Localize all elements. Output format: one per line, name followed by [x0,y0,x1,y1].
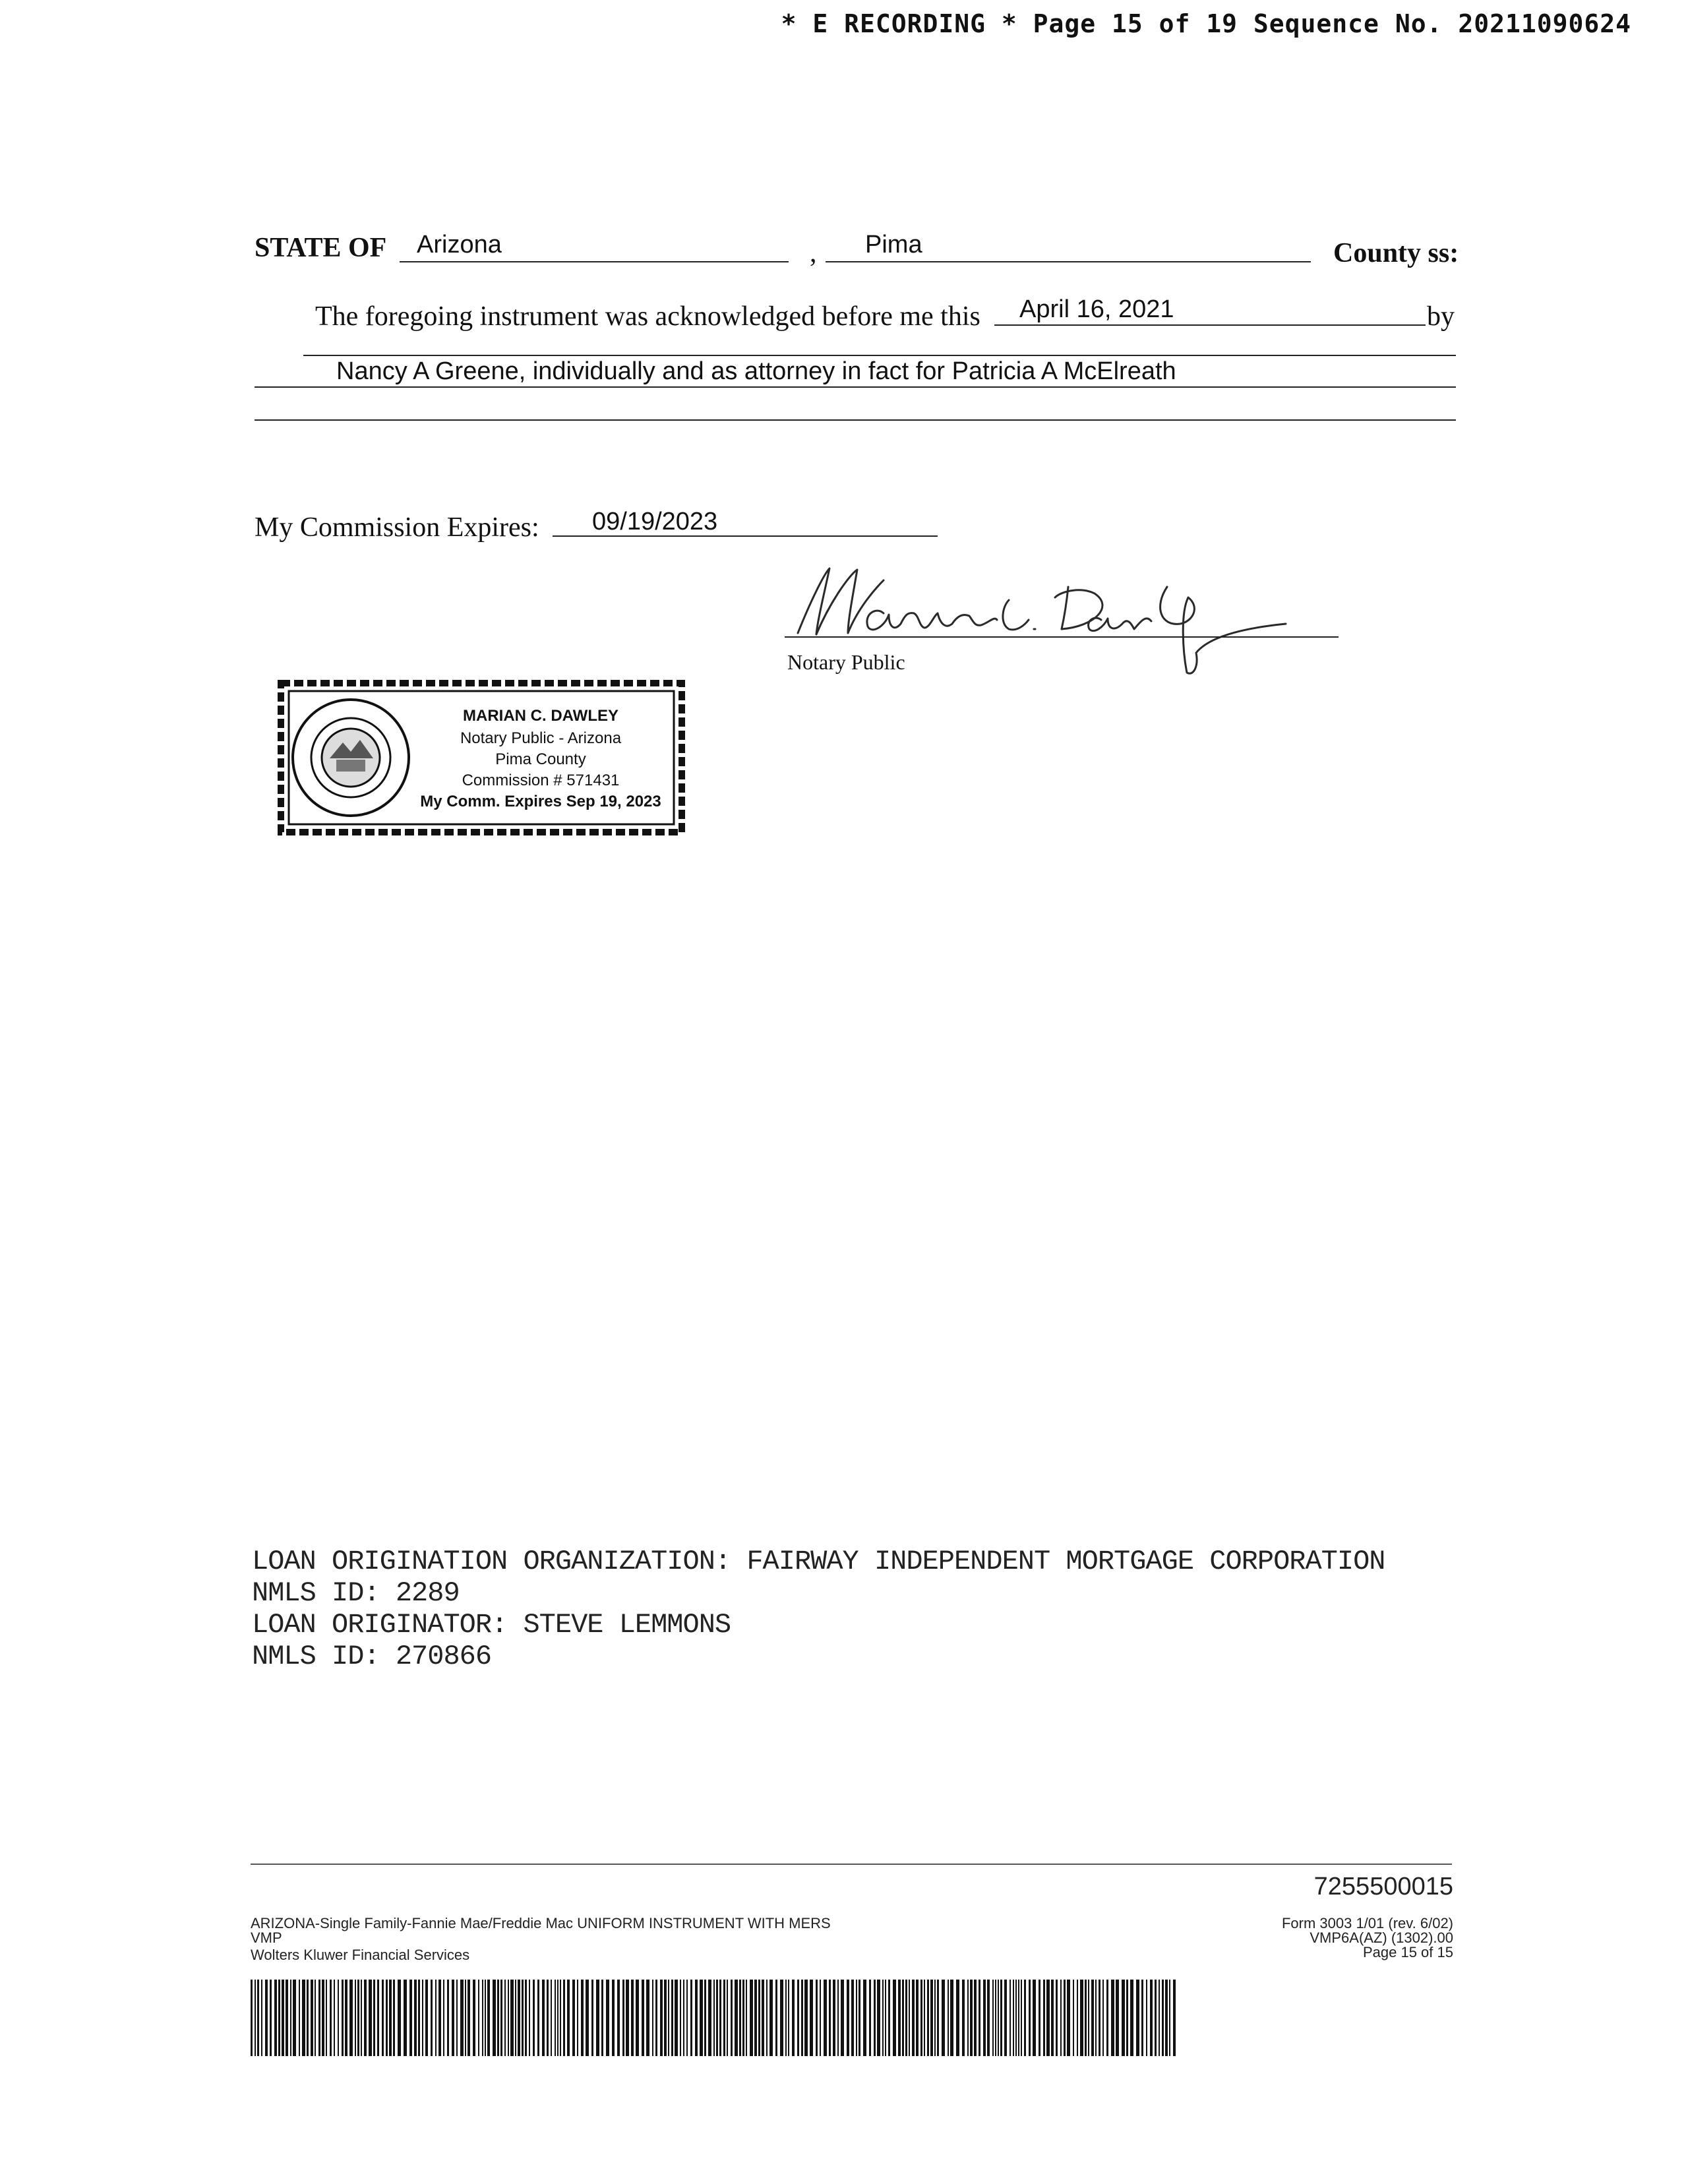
barcode-bar [898,1980,901,2056]
barcode-bar [261,1980,262,2056]
barcode-bar [557,1980,558,2056]
barcode-bar [695,1980,698,2056]
barcode-bar [642,1980,644,2056]
barcode-bar [278,1980,280,2056]
barcode-bar [792,1980,795,2056]
loan-number: 7255500015 [1313,1873,1453,1900]
barcode-bar [675,1980,678,2056]
barcode-bar [1146,1980,1147,2056]
barcode-bar [302,1980,305,2056]
barcode-bar [824,1980,827,2056]
barcode-bar [349,1980,353,2056]
barcode-bar [719,1980,721,2056]
commission-value: 09/19/2023 [592,508,718,535]
barcode-bar [1018,1980,1019,2056]
barcode-bar [612,1980,615,2056]
barcode-bar [537,1980,539,2056]
barcode-bar [686,1980,688,2056]
barcode-bar [1102,1980,1104,2056]
barcode-bar [510,1980,514,2056]
barcode-bar [671,1980,673,2056]
barcode-bar [885,1980,886,2056]
barcode-bar [690,1980,692,2056]
barcode-bar [529,1980,530,2056]
barcode-bar [1067,1980,1070,2056]
barcode-bar [1064,1980,1066,2056]
barcode-bar [515,1980,516,2056]
comma: , [810,238,817,268]
barcode-bar [837,1980,839,2056]
loan-originator: LOAN ORIGINATOR: STEVE LEMMONS [252,1609,731,1641]
footer-form-title: ARIZONA-Single Family-Fannie Mae/Freddie Mac UNIFORM INSTRUMENT WITH MERS [251,1915,831,1931]
barcode-bar [409,1980,412,2056]
barcode-bar [493,1980,496,2056]
barcode-bar [460,1980,464,2056]
barcode-bar [950,1980,953,2056]
barcode-bar [998,1980,999,2056]
barcode-bar [1010,1980,1011,2056]
barcode-bar [785,1980,787,2056]
barcode-bar [820,1980,821,2056]
barcode-bar [1169,1980,1170,2056]
barcode-bar [567,1980,570,2056]
barcode-bar [555,1980,556,2056]
barcode-bar [841,1980,844,2056]
barcode-bar [547,1980,549,2056]
barcode-bar [742,1980,744,2056]
barcode-bar [916,1980,919,2056]
barcode-bar [435,1980,437,2056]
barcode-bar [322,1980,324,2056]
barcode-bar [1029,1980,1031,2056]
barcode-bar [888,1980,890,2056]
commission-label: My Commission Expires: [255,512,539,543]
barcode-bar [1111,1980,1114,2056]
barcode-bar [1155,1980,1157,2056]
barcode-bar [265,1980,268,2056]
barcode-bar [983,1980,986,2056]
barcode-bar [735,1980,738,2056]
barcode-bar [631,1980,634,2056]
barcode-bar [1150,1980,1153,2056]
barcode-bar [1095,1980,1097,2056]
barcode-bar [1162,1980,1164,2056]
barcode-bar [1013,1980,1014,2056]
barcode-bar [286,1980,288,2056]
barcode-bar [1122,1980,1125,2056]
barcode-bar [311,1980,313,2056]
barcode-bar [668,1980,669,2056]
stamp-name: MARIAN C. DAWLEY [463,707,618,725]
barcode-bar [497,1980,499,2056]
barcode-bar [522,1980,524,2056]
barcode-bar [525,1980,527,2056]
barcode-bar [307,1980,309,2056]
barcode-bar [1051,1980,1054,2056]
barcode-bar [713,1980,715,2056]
barcode-bar [1077,1980,1078,2056]
barcode-bar [338,1980,339,2056]
barcode-bar [373,1980,375,2056]
barcode-bar [829,1980,831,2056]
barcode-bar [377,1980,379,2056]
barcode-bar [1136,1980,1139,2056]
barcode-bar [974,1980,977,2056]
barcode-bar [1073,1980,1074,2056]
barcode-bar [723,1980,725,2056]
barcode-bar [833,1980,835,2056]
barcode-bar [533,1980,535,2056]
barcode-bar [927,1980,929,2056]
barcode-bar [551,1980,552,2056]
barcode-bar [680,1980,681,2056]
barcode-bar [967,1980,969,2056]
barcode-bar [586,1980,589,2056]
barcode-bar [601,1980,603,2056]
barcode-bar [1043,1980,1045,2056]
barcode-bar [893,1980,896,2056]
barcode-bar [326,1980,327,2056]
barcode-bar [622,1980,624,2056]
barcode-bar [912,1980,915,2056]
date-line [994,324,1426,326]
barcode-bar [404,1980,407,2056]
barcode-bar [487,1980,490,2056]
barcode-bar [788,1980,789,2056]
footer-vmp: VMP [251,1929,282,1946]
stamp-expires-line: My Comm. Expires Sep 19, 2023 [420,793,661,810]
barcode-bar [1130,1980,1133,2056]
barcode-bar [750,1980,753,2056]
barcode-bar [797,1980,799,2056]
barcode-bar [859,1980,860,2056]
barcode-bar [905,1980,907,2056]
barcode-bar [810,1980,813,2056]
barcode-bar [727,1980,728,2056]
barcode-bar [1039,1980,1040,2056]
barcode-bar [847,1980,849,2056]
state-of-label: STATE OF [255,233,387,263]
footer-page-number: Page 15 of 15 [1362,1944,1453,1960]
barcode-bar [389,1980,392,2056]
barcode-bar [473,1980,475,2056]
barcode-bar [1106,1980,1108,2056]
org-nmls-id: NMLS ID: 2289 [252,1577,460,1609]
footer-publisher: Wolters Kluwer Financial Services [251,1947,470,1963]
barcode-bar [485,1980,486,2056]
barcode-bar [636,1980,639,2056]
barcode-bar [581,1980,584,2056]
signer-line [255,386,1456,388]
barcode-bar [882,1980,884,2056]
blank-line [255,419,1456,421]
barcode-bar [1088,1980,1089,2056]
barcode-bar [1000,1980,1002,2056]
barcode-bar [652,1980,653,2056]
barcode-bar [290,1980,291,2056]
barcode-bar [425,1980,428,2056]
barcode-bar [572,1980,575,2056]
barcode-bar [1056,1980,1058,2056]
notary-public-label: Notary Public [787,650,905,674]
barcode-bar [1080,1980,1083,2056]
signer-value: Nancy A Greene, individually and as attorney in fact for Patricia A McElreath [336,357,1176,385]
state-line [400,261,789,262]
barcode-bar [467,1980,470,2056]
barcode-bar [255,1980,256,2056]
barcode-bar [563,1980,565,2056]
barcode-bar [758,1980,760,2056]
barcode-bar [948,1980,949,2056]
barcode-bar [746,1980,747,2056]
barcode-bar [754,1980,757,2056]
barcode-bar [282,1980,284,2056]
barcode-bar [422,1980,423,2056]
barcode-bar [739,1980,741,2056]
barcode-bar [995,1980,996,2056]
barcode-bar [617,1980,620,2056]
loan-origination-org: LOAN ORIGINATION ORGANIZATION: FAIRWAY INDEPENDENT MORTGAGE CORPORATION [252,1546,1385,1577]
notary-stamp [277,679,686,836]
barcode-bar [956,1980,959,2056]
barcode-bar [902,1980,904,2056]
barcode-bar [1024,1980,1026,2056]
barcode-bar [398,1980,401,2056]
barcode-bar [456,1980,458,2056]
barcode-bar [1046,1980,1050,2056]
barcode-bar [1126,1980,1128,2056]
barcode-bar [1159,1980,1160,2056]
barcode-bar [909,1980,910,2056]
barcode-bar [596,1980,599,2056]
stamp-county-line: Pima County [495,750,586,768]
barcode-bar [856,1980,857,2056]
footer-vmp-code: VMP6A(AZ) (1302).00 [1310,1929,1453,1946]
foregoing-text: The foregoing instrument was acknowledged before me this [315,301,980,332]
barcode-bar [869,1980,871,2056]
barcode-bar [962,1980,965,2056]
barcode-bar [345,1980,347,2056]
barcode-bar [393,1980,395,2056]
barcode-bar [508,1980,509,2056]
barcode-bar [801,1980,803,2056]
barcode-bar [762,1980,764,2056]
footer-rule [251,1864,1452,1865]
barcode-bar [775,1980,777,2056]
barcode-bar [606,1980,609,2056]
barcode-bar [816,1980,818,2056]
signer-top-line [303,355,1456,356]
barcode-bar [766,1980,768,2056]
barcode-bar [361,1980,362,2056]
barcode-bar [731,1980,733,2056]
barcode-bar [1021,1980,1022,2056]
state-value: Arizona [417,231,502,258]
barcode-bar [438,1980,441,2056]
barcode-bar [1015,1980,1017,2056]
barcode-bar [504,1980,506,2056]
barcode-bar [418,1980,420,2056]
barcode-bar [987,1980,990,2056]
county-ss-label: County ss: [1333,238,1459,268]
stamp-commission-line: Commission # 571431 [462,772,620,789]
barcode-bar [1116,1980,1119,2056]
barcode-bar [431,1980,433,2056]
barcode-bar [382,1980,384,2056]
barcode-bar [257,1980,259,2056]
barcode-bar [700,1980,703,2056]
barcode-bar [804,1980,808,2056]
barcode-bar [518,1980,520,2056]
barcode-bar [447,1980,449,2056]
recording-header: * E RECORDING * Page 15 of 19 Sequence No. 20211090624 [781,9,1631,38]
barcode-bar [924,1980,925,2056]
county-value: Pima [865,231,922,258]
barcode-bar [1085,1980,1087,2056]
barcode-bar [478,1980,479,2056]
barcode-bar [1060,1980,1062,2056]
barcode-bar [708,1980,711,2056]
barcode-bar [942,1980,945,2056]
barcode-bar [626,1980,629,2056]
barcode-bar [330,1980,332,2056]
barcode-bar [1165,1980,1168,2056]
barcode-bar [270,1980,272,2056]
barcode-bar [315,1980,316,2056]
barcode-bar [452,1980,454,2056]
barcode-bar [979,1980,980,2056]
barcode [251,1980,1180,2056]
barcode-bar [851,1980,854,2056]
barcode-bar [874,1980,876,2056]
barcode-bar [704,1980,706,2056]
barcode-bar [920,1980,922,2056]
barcode-bar [1173,1980,1176,2056]
barcode-bar [930,1980,933,2056]
barcode-bar [780,1980,783,2056]
barcode-bar [992,1980,994,2056]
barcode-bar [293,1980,296,2056]
barcode-bar [357,1980,359,2056]
barcode-bar [970,1980,973,2056]
barcode-bar [443,1980,444,2056]
barcode-bar [934,1980,936,2056]
barcode-bar [1004,1980,1007,2056]
barcode-bar [577,1980,578,2056]
barcode-bar [318,1980,320,2056]
footer-form-number: Form 3003 1/01 (rev. 6/02) [1281,1915,1453,1931]
barcode-bar [355,1980,356,2056]
barcode-bar [646,1980,649,2056]
barcode-bar [1099,1980,1100,2056]
barcode-bar [660,1980,663,2056]
barcode-bar [542,1980,545,2056]
barcode-bar [334,1980,335,2056]
county-line [826,261,1311,262]
barcode-bar [500,1980,502,2056]
barcode-bar [251,1980,253,2056]
barcode-bar [342,1980,344,2056]
barcode-bar [1141,1980,1143,2056]
stamp-notary-line: Notary Public - Arizona [460,729,622,747]
barcode-bar [591,1980,593,2056]
barcode-bar [1091,1980,1094,2056]
barcode-bar [414,1980,417,2056]
barcode-bar [716,1980,718,2056]
by-label: by [1427,301,1455,332]
barcode-bar [769,1980,773,2056]
barcode-bar [1033,1980,1036,2056]
barcode-bar [683,1980,684,2056]
barcode-bar [560,1980,561,2056]
barcode-bar [274,1980,277,2056]
barcode-bar [937,1980,939,2056]
date-value: April 16, 2021 [1019,295,1174,323]
barcode-bar [664,1980,667,2056]
barcode-bar [386,1980,388,2056]
barcode-bar [364,1980,367,2056]
barcode-bar [877,1980,880,2056]
barcode-bar [482,1980,483,2056]
barcode-bar [369,1980,372,2056]
barcode-bar [655,1980,657,2056]
barcode-bar [465,1980,466,2056]
barcode-bar [299,1980,300,2056]
barcode-bar [863,1980,866,2056]
originator-nmls-id: NMLS ID: 270866 [252,1641,492,1672]
